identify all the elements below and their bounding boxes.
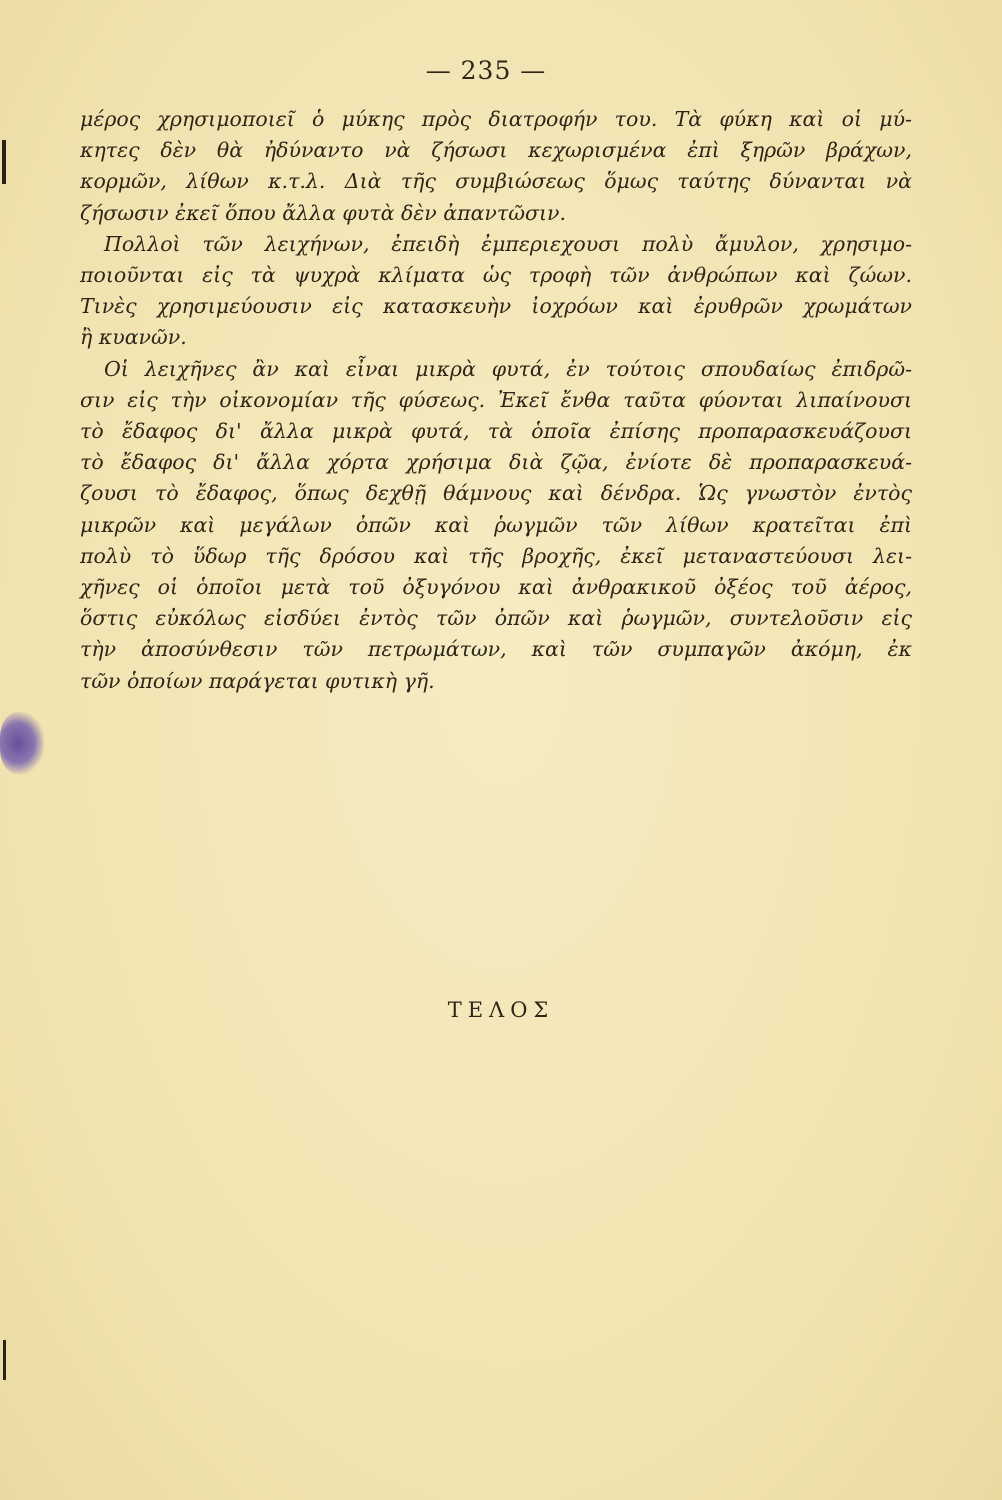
text-line: τὸ ἔδαφος δι' ἄλλα χόρτα χρήσιμα διὰ ζῷα, ἐνίοτε δὲ προπαρασκευά- [80,450,912,475]
text-line: τὸ ἔδαφος δι' ἄλλα μικρὰ φυτά, τὰ ὁποῖα ἐπίσης προπαρασκευάζουσι [80,419,912,444]
text-line: τὴν ἀποσύνθεσιν τῶν πετρωμάτων, καὶ τῶν συμπαγῶν ἀκόμη, ἐκ [80,637,912,662]
text-line: ζήσωσιν ἐκεῖ ὅπου ἄλλα φυτὰ δὲν ἀπαντῶσιν. [80,200,566,225]
text-line: ποιοῦνται εἰς τὰ ψυχρὰ κλίματα ὡς τροφὴ τῶν ἀνθρώπων καὶ ζώων. [80,263,912,288]
text-line: χῆνες οἱ ὁποῖοι μετὰ τοῦ ὀξυγόνου καὶ ἀνθρακικοῦ ὀξέος τοῦ ἀέρος, [80,575,912,600]
text-line: πολὺ τὸ ὕδωρ τῆς δρόσου καὶ τῆς βροχῆς, ἐκεῖ μεταναστεύουσι λει- [80,543,912,568]
binding-mark-top [2,140,6,184]
text-line: τῶν ὁποίων παράγεται φυτικὴ γῆ. [80,668,435,693]
ink-stain [0,712,44,774]
binding-mark-bottom [3,1340,6,1380]
text-line: ζουσι τὸ ἔδαφος, ὅπως δεχθῇ θάμνους καὶ δένδρα. Ὡς γνωστὸν ἐντὸς [80,481,912,506]
text-line: Πολλοὶ τῶν λειχήνων, ἐπειδὴ ἐμπεριεχουσι πολὺ ἄμυλον, χρησιμο- [104,231,912,256]
text-line: κορμῶν, λίθων κ.τ.λ. Διὰ τῆς συμβιώσεως ὅμως ταύτης δύνανται νὰ [80,169,912,194]
text-line: σιν εἰς τὴν οἰκονομίαν τῆς φύσεως. Ἐκεῖ ἔνθα ταῦτα φύονται λιπαίνουσι [80,387,912,412]
text-line: μικρῶν καὶ μεγάλων ὀπῶν καὶ ῥωγμῶν τῶν λίθων κρατεῖται ἐπὶ [80,512,912,537]
text-line: Οἱ λειχῆνες ἂν καὶ εἶναι μικρὰ φυτά, ἐν τούτοις σπουδαίως ἐπιδρῶ- [104,356,912,381]
end-marker: ΤΕΛΟΣ [447,998,555,1022]
text-line: μέρος χρησιμοποιεῖ ὁ μύκης πρὸς διατροφήν του. Τὰ φύκη καὶ οἱ μύ- [80,107,912,131]
text-line: κητες δὲν θὰ ἠδύναντο νὰ ζήσωσι κεχωρισμένα ἐπὶ ξηρῶν βράχων, [80,138,912,163]
text-line: Τινὲς χρησιμεύουσιν εἰς κατασκευὴν ἰοχρόων καὶ ἐρυθρῶν χρωμάτων [80,294,912,319]
text-line: ὅστις εὐκόλως εἰσδύει ἐντὸς τῶν ὀπῶν καὶ ῥωγμῶν, συντελοῦσιν εἰς [80,606,912,631]
text-line: ἢ κυανῶν. [80,325,187,350]
page-number: — 235 — [425,56,547,85]
page-body-text [80,104,912,697]
